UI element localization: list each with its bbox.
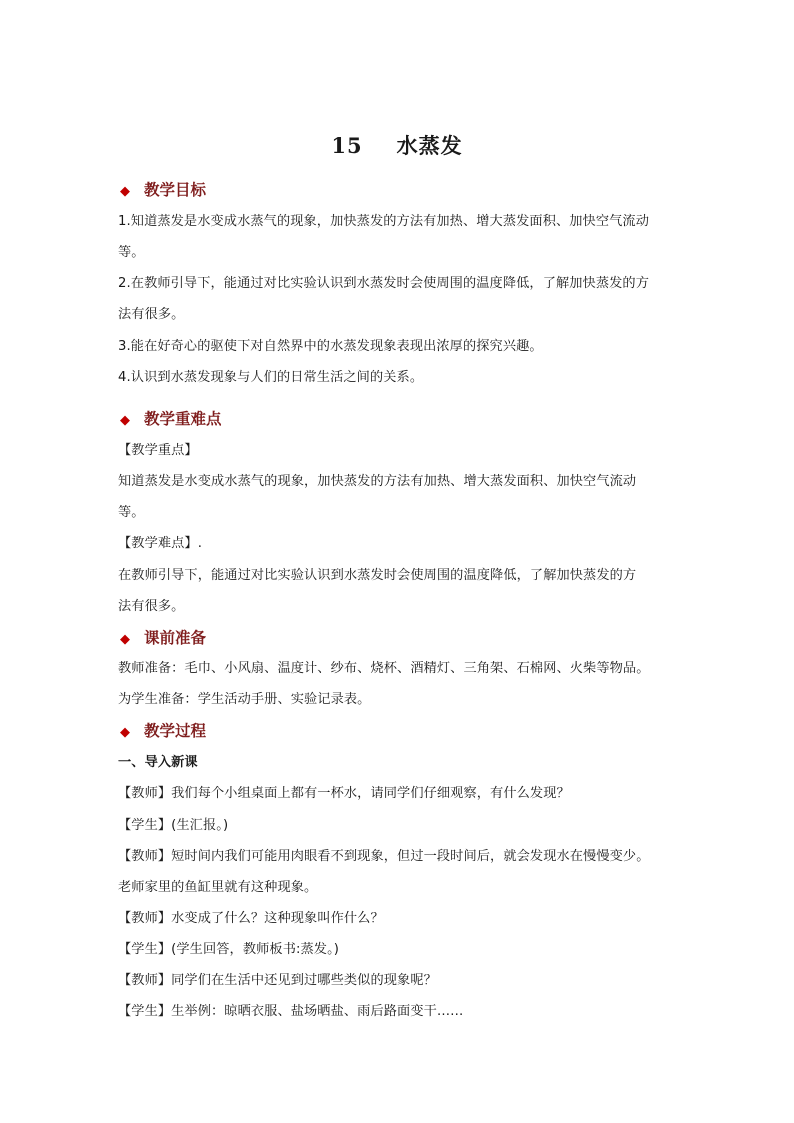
paragraph-line: 1.知道蒸发是水变成水蒸气的现象，加快蒸发的方法有加热、增大蒸发面积、加快空气流动: [118, 214, 649, 229]
dialogue-line: 【学生】生举例：晾晒衣服、盐场晒盐、雨后路面变干……: [118, 1004, 464, 1019]
lesson-title: 水蒸发: [396, 133, 463, 158]
dialogue-line: 【教师】短时间内我们可能用肉眼看不到现象，但过一段时间后，就会发现水在慢慢变少。: [118, 849, 650, 864]
dialogue-line: 【教师】我们每个小组桌面上都有一杯水，请同学们仔细观察，有什么发现？: [118, 786, 570, 801]
paragraph-line: 4.认识到水蒸发现象与人们的日常生活之间的关系。: [118, 370, 424, 385]
dialogue-line: 【学生】(生汇报。): [118, 818, 229, 833]
paragraph-line: 2.在教师引导下，能通过对比实验认识到水蒸发时会使周围的温度降低，了解加快蒸发的方: [118, 276, 649, 291]
subsection-title: 一、导入新课: [118, 755, 198, 770]
section-heading-prep: ◆ 课前准备: [120, 628, 207, 647]
paragraph-line: 等。: [118, 505, 145, 520]
paragraph-line: 3.能在好奇心的驱使下对自然界中的水蒸发现象表现出浓厚的探究兴趣。: [118, 339, 543, 354]
diamond-bullet-icon: ◆: [120, 725, 130, 740]
diamond-bullet-icon: ◆: [120, 413, 130, 428]
dialogue-line: 【教师】同学们在生活中还见到过哪些类似的现象呢？: [118, 973, 437, 988]
dialogue-line: 老师家里的鱼缸里就有这种现象。: [118, 880, 318, 895]
paragraph-line: 法有很多。: [118, 599, 185, 614]
paragraph-line: 等。: [118, 245, 145, 260]
section-heading-goals: ◆ 教学目标: [120, 180, 207, 199]
diamond-bullet-icon: ◆: [120, 632, 130, 647]
paragraph-line: 在教师引导下，能通过对比实验认识到水蒸发时会使周围的温度降低，了解加快蒸发的方: [118, 568, 637, 583]
dialogue-line: 【教师】水变成了什么？这种现象叫作什么？: [118, 911, 384, 926]
paragraph-line: 【教学重点】: [118, 443, 198, 458]
paragraph-line: 【教学难点】.: [118, 536, 203, 551]
dialogue-line: 【学生】(学生回答，教师板书:蒸发。): [118, 942, 340, 957]
paragraph-line: 为学生准备：学生活动手册、实验记录表。: [118, 692, 371, 707]
paragraph-line: 法有很多。: [118, 307, 185, 322]
lesson-number: 15: [331, 133, 363, 158]
paragraph-line: 教师准备：毛巾、小风扇、温度计、纱布、烧杯、酒精灯、三角架、石棉网、火柴等物品。: [118, 661, 650, 676]
section-heading-process: ◆ 教学过程: [120, 721, 207, 740]
diamond-bullet-icon: ◆: [120, 184, 130, 199]
paragraph-line: 知道蒸发是水变成水蒸气的现象，加快蒸发的方法有加热、增大蒸发面积、加快空气流动: [118, 474, 637, 489]
page-title: [0, 130, 794, 160]
section-heading-keypoints: ◆ 教学重难点: [120, 409, 222, 428]
